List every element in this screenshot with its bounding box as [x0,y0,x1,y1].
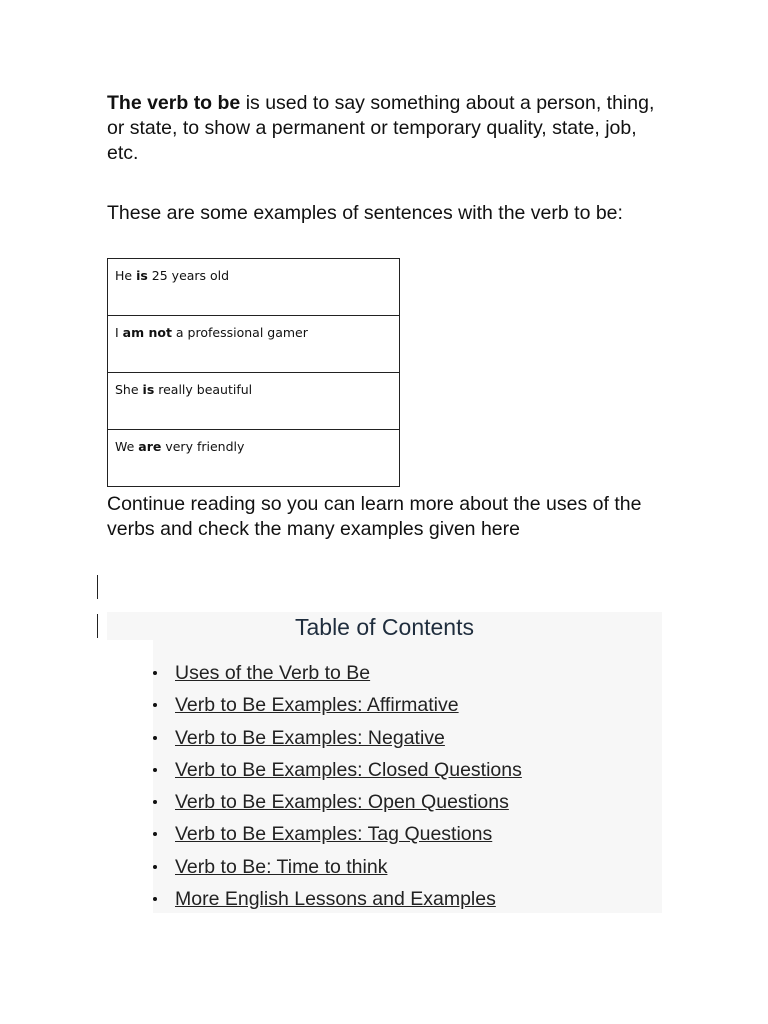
toc-link-uses[interactable]: Uses of the Verb to Be [175,662,371,684]
example-verb: are [138,439,162,454]
intro-text: is used to say something about a person, thing, or state, to show a permanent or temporary quality, state, job, etc. [107,92,655,164]
continue-paragraph: Continue reading so you can learn more about the uses of the verbs and check the many examples given here [107,493,642,540]
table-row [108,373,400,430]
example-rest: 25 years old [147,268,230,283]
toc-item [107,853,522,885]
example-verb: is [142,382,155,397]
toc-item [107,659,522,691]
example-rest: really beautiful [154,382,253,397]
example-subject: We [115,439,139,454]
toc-item [107,724,522,756]
bullet-icon [153,703,157,707]
bullet-icon [153,800,157,804]
text-cursor [97,614,98,638]
bullet-icon [153,671,157,675]
intro-bold-lead: The verb to be [107,92,241,114]
example-verb: am not [122,325,172,340]
table-of-contents [107,612,662,913]
example-cell [108,259,400,316]
toc-link-affirmative[interactable]: Verb to Be Examples: Affirmative [175,694,459,717]
toc-item [107,788,522,820]
example-subject: She [115,382,143,397]
toc-link-time-to-think[interactable]: Verb to Be: Time to think [175,855,388,878]
table-row [108,316,400,373]
intro-paragraph [107,91,667,166]
examples-table [107,258,400,487]
example-cell [108,430,400,487]
toc-link-more-lessons[interactable]: More English Lessons and Examples [175,888,496,911]
text-cursor [97,575,98,599]
example-cell [108,373,400,430]
toc-item [107,756,522,788]
toc-item [107,820,522,852]
toc-title: Table of Contents [294,614,474,640]
toc-link-closed-questions[interactable]: Verb to Be Examples: Closed Questions [175,758,522,781]
table-row [108,430,400,487]
example-subject: He [115,268,137,283]
toc-item [107,885,522,917]
bullet-icon [153,865,157,869]
example-verb: is [136,268,148,283]
toc-link-negative[interactable]: Verb to Be Examples: Negative [175,726,445,749]
bullet-icon [153,768,157,772]
example-subject: I [115,325,123,340]
example-cell [108,316,400,373]
toc-item [107,691,522,723]
bullet-icon [153,832,157,836]
toc-list [107,659,522,917]
examples-intro-paragraph: These are some examples of sentences with the verb to be: [107,202,623,224]
example-rest: a professional gamer [171,325,308,340]
bullet-icon [153,897,157,901]
table-row [108,259,400,316]
example-rest: very friendly [161,439,245,454]
bullet-icon [153,736,157,740]
toc-link-tag-questions[interactable]: Verb to Be Examples: Tag Questions [175,823,493,846]
toc-link-open-questions[interactable]: Verb to Be Examples: Open Questions [175,791,509,814]
